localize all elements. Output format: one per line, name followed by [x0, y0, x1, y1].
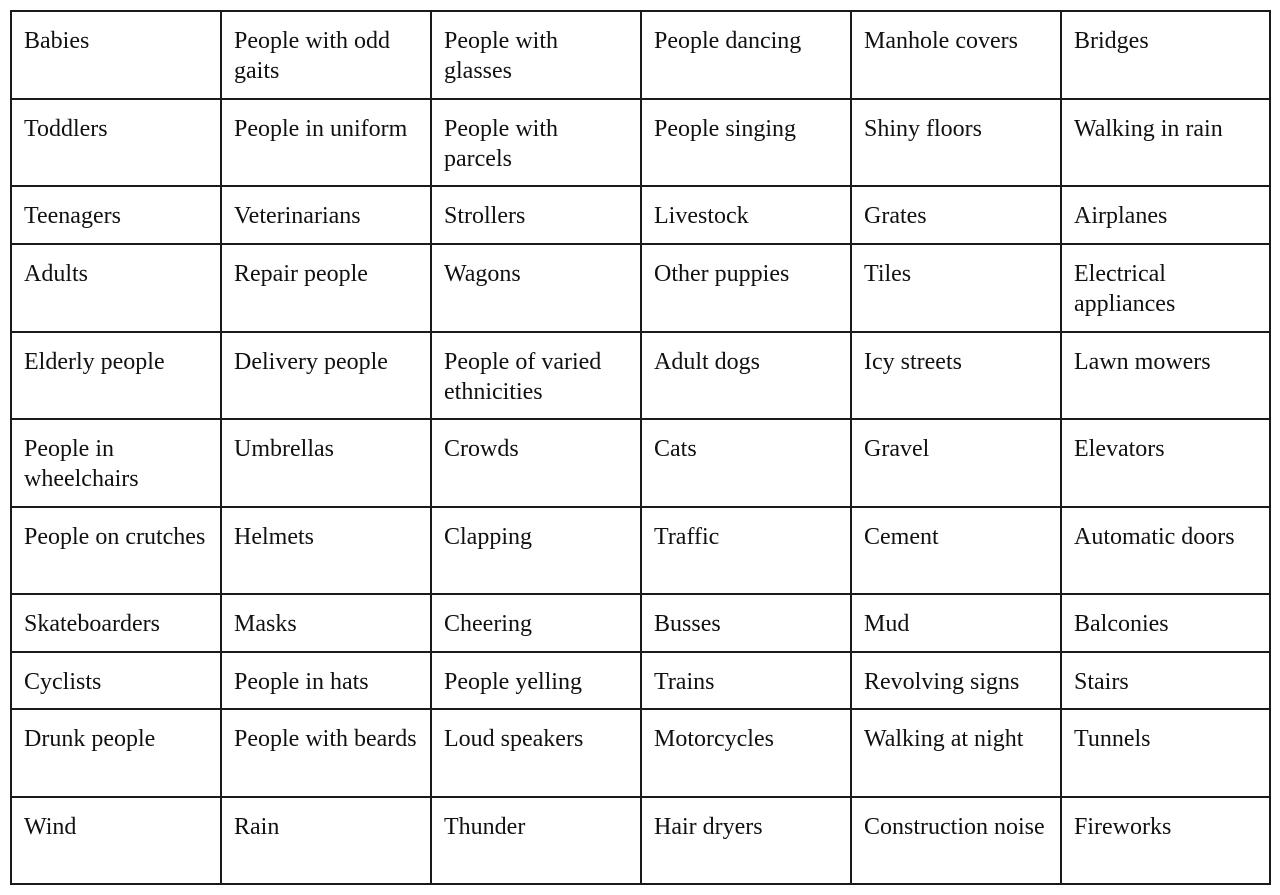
table-cell: Thunder [431, 797, 641, 884]
table-cell: People singing [641, 99, 851, 186]
table-cell: Manhole covers [851, 11, 1061, 99]
table-row [11, 507, 1270, 594]
table-cell: Elderly people [11, 332, 221, 419]
table-cell: Shiny floors [851, 99, 1061, 186]
table-cell: Cheering [431, 594, 641, 652]
table-cell: Cement [851, 507, 1061, 594]
table-cell: People with glasses [431, 11, 641, 99]
table-cell: People with parcels [431, 99, 641, 186]
table-cell: Mud [851, 594, 1061, 652]
table-cell: Balconies [1061, 594, 1270, 652]
table-cell: Repair people [221, 244, 431, 332]
table-cell: Revolving signs [851, 652, 1061, 709]
table-row [11, 186, 1270, 244]
table-cell: Crowds [431, 419, 641, 507]
table-row [11, 797, 1270, 884]
table-cell: Tiles [851, 244, 1061, 332]
table-cell: Motorcycles [641, 709, 851, 797]
table-cell: People with beards [221, 709, 431, 797]
table-cell: Adults [11, 244, 221, 332]
table-cell: Construction noise [851, 797, 1061, 884]
table-cell: Delivery people [221, 332, 431, 419]
table-cell: Veterinarians [221, 186, 431, 244]
table-row [11, 419, 1270, 507]
table-cell: People in uniform [221, 99, 431, 186]
table-row [11, 652, 1270, 709]
table-cell: Lawn mowers [1061, 332, 1270, 419]
table-cell: Umbrellas [221, 419, 431, 507]
table-cell: Bridges [1061, 11, 1270, 99]
table-row [11, 709, 1270, 797]
table-cell: Livestock [641, 186, 851, 244]
table-cell: Drunk people [11, 709, 221, 797]
table-cell: Cats [641, 419, 851, 507]
table-cell: Wind [11, 797, 221, 884]
table-cell: Loud speakers [431, 709, 641, 797]
table-cell: Traffic [641, 507, 851, 594]
table-cell: People in hats [221, 652, 431, 709]
table-cell: Tunnels [1061, 709, 1270, 797]
table-row [11, 99, 1270, 186]
table-cell: Adult dogs [641, 332, 851, 419]
table-cell: Grates [851, 186, 1061, 244]
table-cell: Trains [641, 652, 851, 709]
table-row [11, 11, 1270, 99]
table-cell: Cyclists [11, 652, 221, 709]
table-cell: Strollers [431, 186, 641, 244]
table-cell: Rain [221, 797, 431, 884]
table-cell: Airplanes [1061, 186, 1270, 244]
table-cell: Gravel [851, 419, 1061, 507]
table-cell: Stairs [1061, 652, 1270, 709]
table-cell: Skateboarders [11, 594, 221, 652]
table-cell: People yelling [431, 652, 641, 709]
table-cell: Busses [641, 594, 851, 652]
table-cell: Babies [11, 11, 221, 99]
table-cell: Helmets [221, 507, 431, 594]
socialization-table-container [10, 10, 1269, 885]
table-cell: Toddlers [11, 99, 221, 186]
table-cell: People with odd gaits [221, 11, 431, 99]
table-cell: Teenagers [11, 186, 221, 244]
table-cell: Automatic doors [1061, 507, 1270, 594]
table-cell: Walking at night [851, 709, 1061, 797]
table-cell: Masks [221, 594, 431, 652]
table-cell: Other puppies [641, 244, 851, 332]
table-cell: Elevators [1061, 419, 1270, 507]
table-cell: Icy streets [851, 332, 1061, 419]
table-cell: People in wheelchairs [11, 419, 221, 507]
table-cell: Fireworks [1061, 797, 1270, 884]
table-cell: Hair dryers [641, 797, 851, 884]
table-cell: People dancing [641, 11, 851, 99]
table-cell: Wagons [431, 244, 641, 332]
table-cell: People of varied ethnicities [431, 332, 641, 419]
table-cell: Clapping [431, 507, 641, 594]
table-cell: Walking in rain [1061, 99, 1270, 186]
table-cell: Electrical appliances [1061, 244, 1270, 332]
table-row [11, 244, 1270, 332]
socialization-table [10, 10, 1271, 885]
table-row [11, 594, 1270, 652]
table-row [11, 332, 1270, 419]
table-cell: People on crutches [11, 507, 221, 594]
